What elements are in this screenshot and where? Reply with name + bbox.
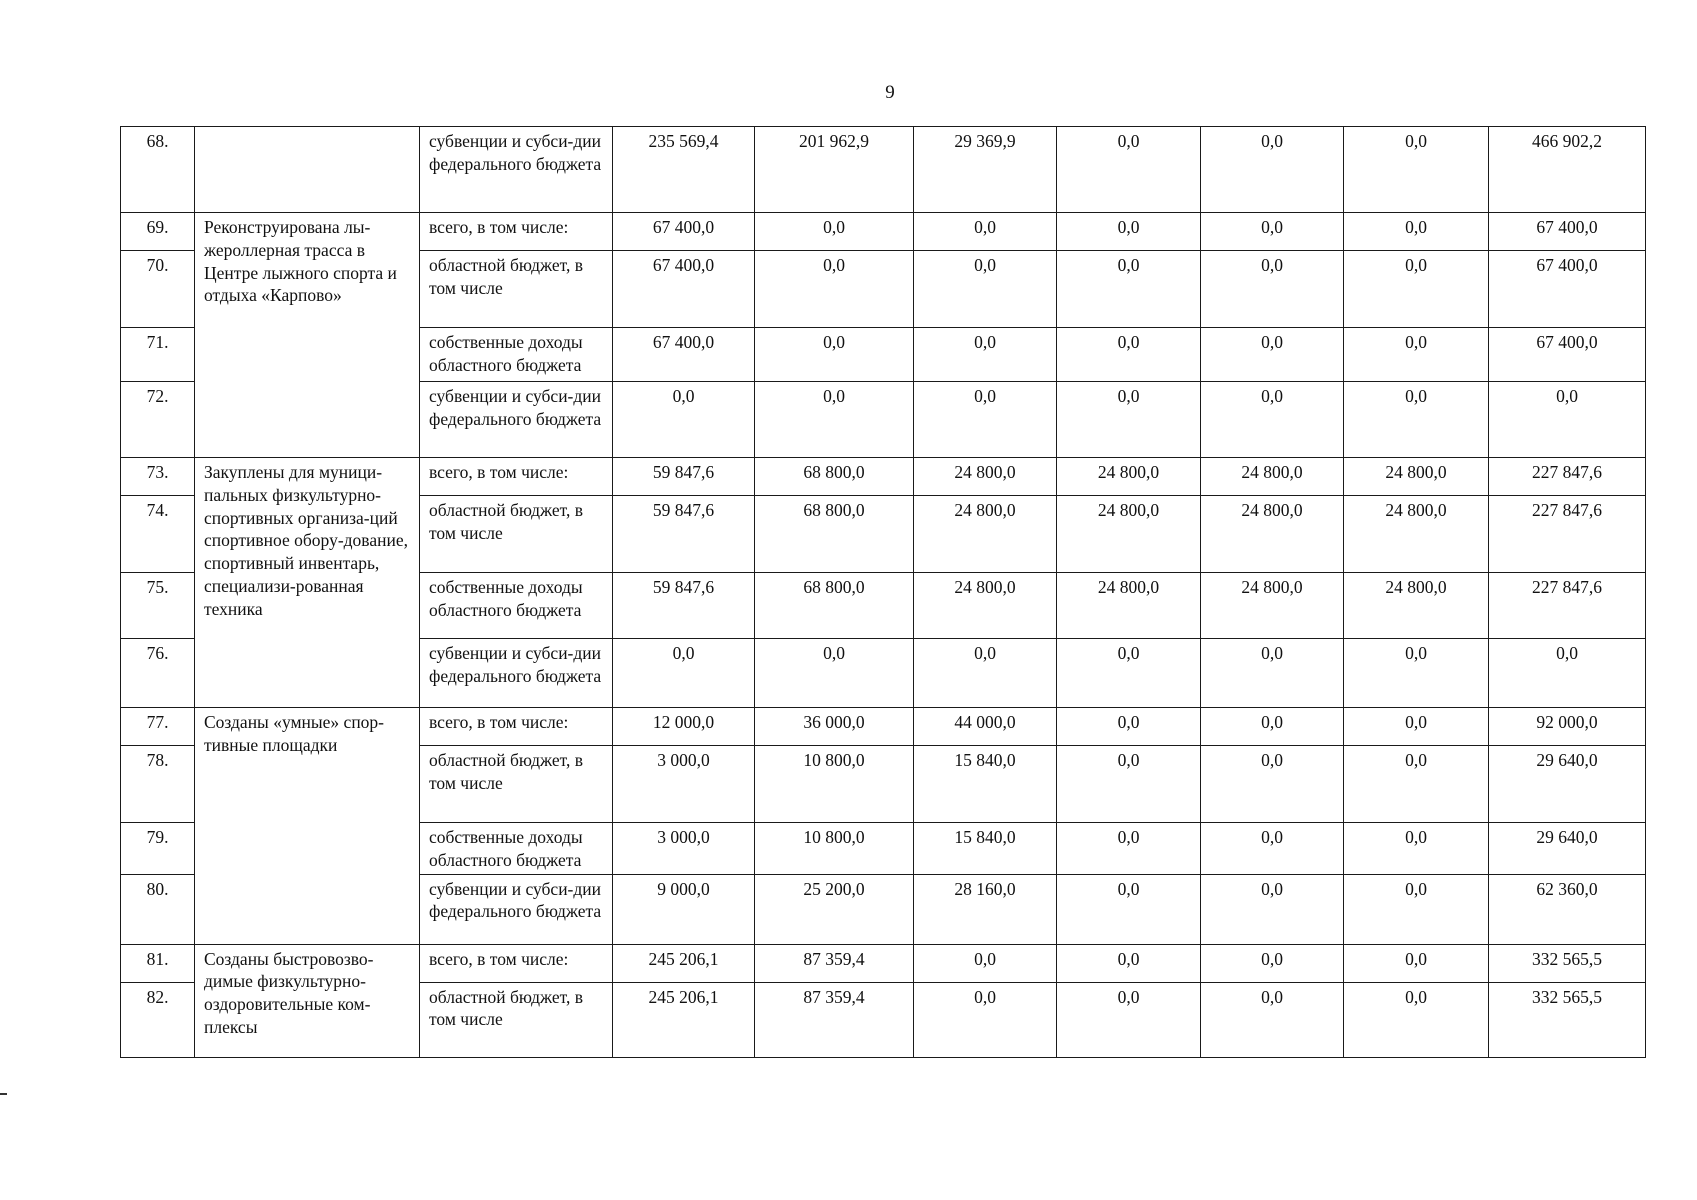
year-value-5: 0,0 <box>1201 127 1344 213</box>
funding-source: областной бюджет, в том числе <box>420 746 613 823</box>
funding-source: областной бюджет, в том числе <box>420 982 613 1057</box>
total-value: 332 565,5 <box>1489 982 1646 1057</box>
year-value-5: 0,0 <box>1201 639 1344 708</box>
table-row <box>121 127 1646 213</box>
row-number: 73. <box>121 458 195 496</box>
row-number: 68. <box>121 127 195 213</box>
year-value-3: 15 840,0 <box>914 746 1057 823</box>
year-value-5: 0,0 <box>1201 382 1344 458</box>
funding-source: субвенции и субси-дии федерального бюджета <box>420 874 613 944</box>
year-value-6: 24 800,0 <box>1344 573 1489 639</box>
year-value-4: 0,0 <box>1057 639 1201 708</box>
year-value-1: 67 400,0 <box>613 213 755 251</box>
year-value-1: 235 569,4 <box>613 127 755 213</box>
total-value: 227 847,6 <box>1489 458 1646 496</box>
row-number: 82. <box>121 982 195 1057</box>
year-value-6: 0,0 <box>1344 127 1489 213</box>
total-value: 0,0 <box>1489 639 1646 708</box>
year-value-3: 24 800,0 <box>914 573 1057 639</box>
year-value-4: 0,0 <box>1057 127 1201 213</box>
year-value-3: 0,0 <box>914 382 1057 458</box>
year-value-6: 0,0 <box>1344 746 1489 823</box>
measure-description <box>195 127 420 213</box>
year-value-1: 245 206,1 <box>613 944 755 982</box>
year-value-1: 12 000,0 <box>613 708 755 746</box>
funding-source: областной бюджет, в том числе <box>420 496 613 573</box>
funding-source: всего, в том числе: <box>420 944 613 982</box>
year-value-1: 3 000,0 <box>613 746 755 823</box>
measure-description: Реконструирована лы-жероллерная трасса в Центре лыжного спорта и отдыха «Карпово» <box>195 213 420 458</box>
year-value-2: 25 200,0 <box>755 874 914 944</box>
year-value-1: 9 000,0 <box>613 874 755 944</box>
year-value-4: 0,0 <box>1057 213 1201 251</box>
total-value: 62 360,0 <box>1489 874 1646 944</box>
year-value-3: 24 800,0 <box>914 496 1057 573</box>
year-value-2: 68 800,0 <box>755 458 914 496</box>
table-row <box>121 944 1646 982</box>
year-value-6: 0,0 <box>1344 251 1489 328</box>
year-value-2: 10 800,0 <box>755 746 914 823</box>
year-value-5: 0,0 <box>1201 328 1344 382</box>
funding-source: собственные доходы областного бюджета <box>420 328 613 382</box>
year-value-5: 0,0 <box>1201 982 1344 1057</box>
year-value-1: 67 400,0 <box>613 328 755 382</box>
table-row <box>121 213 1646 251</box>
total-value: 67 400,0 <box>1489 328 1646 382</box>
year-value-4: 0,0 <box>1057 982 1201 1057</box>
year-value-2: 201 962,9 <box>755 127 914 213</box>
year-value-4: 0,0 <box>1057 874 1201 944</box>
year-value-2: 87 359,4 <box>755 982 914 1057</box>
year-value-6: 0,0 <box>1344 823 1489 875</box>
year-value-4: 0,0 <box>1057 382 1201 458</box>
total-value: 29 640,0 <box>1489 746 1646 823</box>
year-value-5: 24 800,0 <box>1201 573 1344 639</box>
table-row <box>121 708 1646 746</box>
year-value-2: 68 800,0 <box>755 573 914 639</box>
year-value-6: 0,0 <box>1344 328 1489 382</box>
row-number: 81. <box>121 944 195 982</box>
row-number: 71. <box>121 328 195 382</box>
year-value-6: 0,0 <box>1344 982 1489 1057</box>
year-value-5: 24 800,0 <box>1201 458 1344 496</box>
table-body <box>121 127 1646 1058</box>
total-value: 227 847,6 <box>1489 496 1646 573</box>
row-number: 69. <box>121 213 195 251</box>
year-value-3: 24 800,0 <box>914 458 1057 496</box>
year-value-1: 245 206,1 <box>613 982 755 1057</box>
year-value-2: 0,0 <box>755 639 914 708</box>
total-value: 29 640,0 <box>1489 823 1646 875</box>
year-value-3: 15 840,0 <box>914 823 1057 875</box>
measure-description: Закуплены для муници-пальных физкультурно-спортивных организа-ций спортивное обору-дование, спортивный инвентарь, специализи-рованная техника <box>195 458 420 708</box>
year-value-1: 0,0 <box>613 382 755 458</box>
page-number: 9 <box>885 82 895 103</box>
year-value-6: 0,0 <box>1344 213 1489 251</box>
year-value-3: 44 000,0 <box>914 708 1057 746</box>
year-value-4: 0,0 <box>1057 746 1201 823</box>
year-value-3: 0,0 <box>914 944 1057 982</box>
funding-source: субвенции и субси-дии федерального бюджета <box>420 382 613 458</box>
year-value-5: 0,0 <box>1201 708 1344 746</box>
funding-source: всего, в том числе: <box>420 213 613 251</box>
funding-source: всего, в том числе: <box>420 458 613 496</box>
budget-table <box>120 126 1646 1058</box>
year-value-6: 0,0 <box>1344 382 1489 458</box>
total-value: 466 902,2 <box>1489 127 1646 213</box>
total-value: 0,0 <box>1489 382 1646 458</box>
year-value-1: 0,0 <box>613 639 755 708</box>
year-value-1: 59 847,6 <box>613 458 755 496</box>
year-value-3: 29 369,9 <box>914 127 1057 213</box>
year-value-3: 0,0 <box>914 328 1057 382</box>
year-value-4: 24 800,0 <box>1057 573 1201 639</box>
year-value-3: 0,0 <box>914 213 1057 251</box>
measure-description: Созданы «умные» спор-тивные площадки <box>195 708 420 945</box>
year-value-4: 0,0 <box>1057 708 1201 746</box>
year-value-2: 0,0 <box>755 251 914 328</box>
year-value-5: 0,0 <box>1201 944 1344 982</box>
row-number: 76. <box>121 639 195 708</box>
total-value: 332 565,5 <box>1489 944 1646 982</box>
total-value: 227 847,6 <box>1489 573 1646 639</box>
year-value-2: 68 800,0 <box>755 496 914 573</box>
margin-mark <box>0 1093 7 1095</box>
year-value-5: 24 800,0 <box>1201 496 1344 573</box>
year-value-4: 0,0 <box>1057 944 1201 982</box>
row-number: 79. <box>121 823 195 875</box>
row-number: 77. <box>121 708 195 746</box>
row-number: 80. <box>121 874 195 944</box>
year-value-2: 0,0 <box>755 213 914 251</box>
year-value-3: 0,0 <box>914 251 1057 328</box>
year-value-6: 24 800,0 <box>1344 458 1489 496</box>
year-value-3: 0,0 <box>914 982 1057 1057</box>
year-value-5: 0,0 <box>1201 746 1344 823</box>
year-value-1: 59 847,6 <box>613 496 755 573</box>
year-value-3: 0,0 <box>914 639 1057 708</box>
year-value-1: 67 400,0 <box>613 251 755 328</box>
funding-source: собственные доходы областного бюджета <box>420 823 613 875</box>
year-value-3: 28 160,0 <box>914 874 1057 944</box>
table-row <box>121 458 1646 496</box>
year-value-2: 87 359,4 <box>755 944 914 982</box>
year-value-4: 0,0 <box>1057 823 1201 875</box>
funding-source: субвенции и субси-дии федерального бюджета <box>420 127 613 213</box>
year-value-6: 0,0 <box>1344 639 1489 708</box>
year-value-5: 0,0 <box>1201 251 1344 328</box>
year-value-6: 0,0 <box>1344 944 1489 982</box>
year-value-4: 24 800,0 <box>1057 496 1201 573</box>
funding-source: областной бюджет, в том числе <box>420 251 613 328</box>
year-value-2: 10 800,0 <box>755 823 914 875</box>
row-number: 74. <box>121 496 195 573</box>
year-value-6: 24 800,0 <box>1344 496 1489 573</box>
row-number: 72. <box>121 382 195 458</box>
year-value-4: 0,0 <box>1057 251 1201 328</box>
year-value-4: 0,0 <box>1057 328 1201 382</box>
year-value-1: 59 847,6 <box>613 573 755 639</box>
year-value-6: 0,0 <box>1344 708 1489 746</box>
total-value: 67 400,0 <box>1489 213 1646 251</box>
year-value-5: 0,0 <box>1201 213 1344 251</box>
year-value-2: 36 000,0 <box>755 708 914 746</box>
year-value-5: 0,0 <box>1201 823 1344 875</box>
total-value: 92 000,0 <box>1489 708 1646 746</box>
year-value-2: 0,0 <box>755 382 914 458</box>
measure-description: Созданы быстровозво-димые физкультурно-оздоровительные ком-плексы <box>195 944 420 1057</box>
year-value-1: 3 000,0 <box>613 823 755 875</box>
row-number: 75. <box>121 573 195 639</box>
funding-source: собственные доходы областного бюджета <box>420 573 613 639</box>
total-value: 67 400,0 <box>1489 251 1646 328</box>
year-value-5: 0,0 <box>1201 874 1344 944</box>
funding-source: всего, в том числе: <box>420 708 613 746</box>
year-value-4: 24 800,0 <box>1057 458 1201 496</box>
year-value-2: 0,0 <box>755 328 914 382</box>
funding-source: субвенции и субси-дии федерального бюджета <box>420 639 613 708</box>
row-number: 78. <box>121 746 195 823</box>
year-value-6: 0,0 <box>1344 874 1489 944</box>
row-number: 70. <box>121 251 195 328</box>
